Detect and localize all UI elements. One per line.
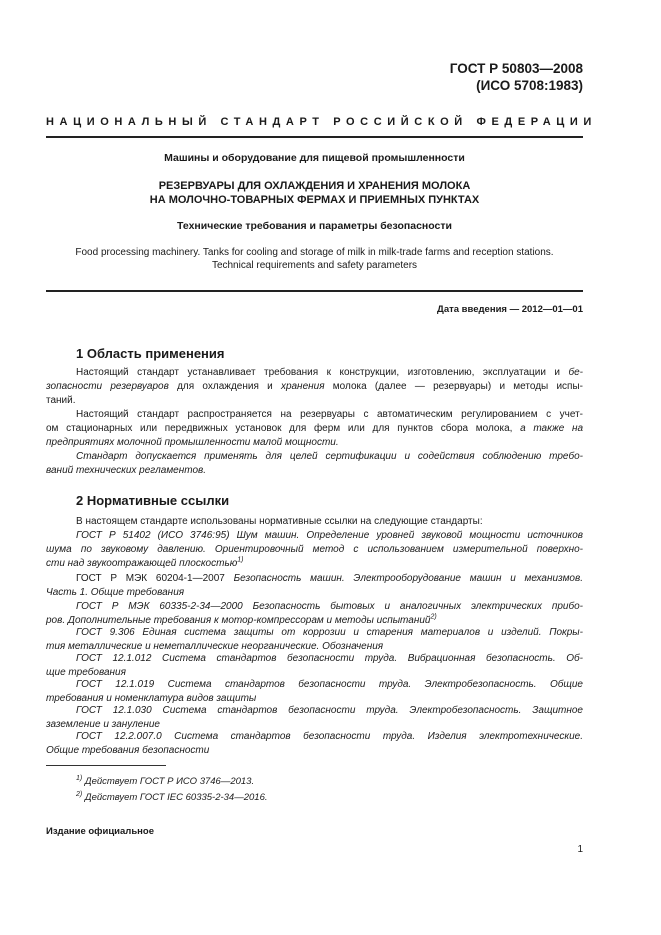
reference-gost-r-51402: ГОСТ Р 51402 (ИСО 3746:95) Шум машин. Определение уровней звуковой мощности источников шума по звуковому давлению. Ориентировочный метод с использованием измерительной поверхно- сти над звукоотражающей плоскостью$^{1)}$ [46,530,583,570]
footnote-2: $^{2)}$ Действует ГОСТ IEC 60335-2-34—2016. [76,790,268,803]
title-line-2: НА МОЛОЧНО-ТОВАРНЫХ ФЕРМАХ И ПРИЕМНЫХ ПУНКТАХ [149,194,480,206]
effective-date: Дата введения — 2012—01—01 [437,304,583,315]
section-1-paragraph-1: Настоящий стандарт устанавливает требования к конструкции, изготовлению, эксплуатации и бе- зопасности резервуаров для охлаждения и хранения молока (далее — резервуары) и методы испы- таний. [46,367,583,407]
title-divider [46,290,583,292]
section-1-heading: 1 Область применения [76,346,225,361]
footnote-ref-1: 1) [237,557,244,565]
iso-reference: (ИСО 5708:1983) [476,78,583,93]
reference-gost-9-306: ГОСТ 9.306 Единая система защиты от коррозии и старения материалов и изделий. Покры- тия металлические и неметаллические неорганические. Обозначения [46,627,583,653]
english-title [46,246,583,272]
reference-gost-12-1-019: ГОСТ 12.1.019 Система стандартов безопасности труда. Электробезопасность. Общие требования и номенклатура видов защиты [46,679,583,705]
standard-number: ГОСТ Р 50803—2008 [449,61,583,76]
title-line-1: РЕЗЕРВУАРЫ ДЛЯ ОХЛАЖДЕНИЯ И ХРАНЕНИЯ МОЛОКА [158,180,471,192]
document-title [46,179,583,207]
footnote-1: $^{1)}$ Действует ГОСТ Р ИСО 3746—2013. [76,774,255,787]
footnote-divider [46,765,166,766]
reference-gost-12-2-007-0: ГОСТ 12.2.007.0 Система стандартов безопасности труда. Изделия электротехнические. Общие требования безопасности [46,731,583,757]
reference-gost-r-mek-60204: ГОСТ Р МЭК 60204-1—2007 Безопасность машин. Электрооборудование машин и механизмов. Часть 1. Общие требования [46,573,583,599]
document-code [450,60,583,94]
document-subtitle: Машины и оборудование для пищевой промышленности [164,152,465,164]
reference-gost-12-1-030: ГОСТ 12.1.030 Система стандартов безопасности труда. Электробезопасность. Защитное заземление и зануление [46,705,583,731]
official-edition-label: Издание официальное [46,826,154,837]
section-2-intro: В настоящем стандарте использованы нормативные ссылки на следующие стандарты: [76,516,483,527]
national-standard-banner: НАЦИОНАЛЬНЫЙ СТАНДАРТ РОССИЙСКОЙ ФЕДЕРАЦИИ [46,116,597,128]
english-title-line-1: Food processing machinery. Tanks for cooling and storage of milk in milk-trade farms and reception stations. [75,247,554,258]
page-number: 1 [577,844,583,855]
reference-gost-r-mek-60335: ГОСТ Р МЭК 60335-2-34—2000 Безопасность бытовых и аналогичных электрических прибо- ров. Дополнительные требования к мотор-компрессорам и методы испытаний$^{2)}$ [46,601,583,627]
section-1-paragraph-3: Стандарт допускается применять для целей сертификации и содействия соблюдению требо- ваний технических регламентов. [46,451,583,477]
technical-subtitle: Технические требования и параметры безопасности [177,220,452,232]
section-2-heading: 2 Нормативные ссылки [76,493,230,508]
english-title-line-2: Technical requirements and safety parameters [211,260,418,271]
reference-gost-12-1-012: ГОСТ 12.1.012 Система стандартов безопасности труда. Вибрационная безопасность. Об- щие требования [46,653,583,679]
header-divider [46,136,583,138]
footnote-ref-2: 2) [430,613,437,621]
section-1-paragraph-2: Настоящий стандарт распространяется на резервуары с автоматическим регулированием с учет- ом стационарных или передвижных установок для ферм или для пунктов сбора молока, а также на предприятиях молочной промышленности малой мощности. [46,409,584,449]
